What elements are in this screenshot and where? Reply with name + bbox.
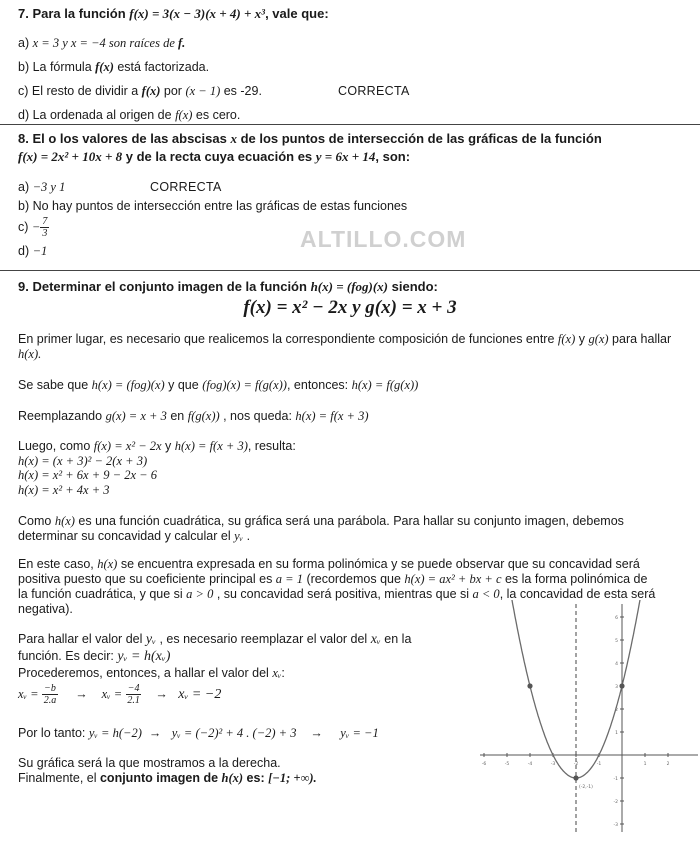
q7-option-b: b) La fórmula f(x) está factorizada.: [18, 60, 210, 74]
q7-option-d: d) La ordenada al origen de f(x) es cero.: [18, 108, 241, 122]
q7-correct-label: CORRECTA: [338, 84, 410, 98]
q8-fraction: $\frac{7}{3}$: [42, 216, 48, 239]
x-tick-label: -4: [527, 762, 533, 767]
watermark-logo: ALTILLO.COM: [300, 226, 467, 252]
y-tick-label: 4: [615, 662, 618, 667]
vertex-point: [573, 775, 578, 780]
q9-paragraph-7: Para hallar el valor del yᵥ , es necesario reemplazar el valor del xᵥ en la función. Es decir: yᵥ = h(xᵥ) Procederemos, entonces, a hallar el valor del xᵥ:: [18, 632, 412, 680]
q9-paragraph-2: Se sabe que h(x) = (fog)(x) y que (fog)(x) = f(g(x)), entonces: h(x) = f(g(x)): [18, 378, 419, 392]
parabola-point: [527, 683, 532, 688]
q7-title: 7. Para la función f(x) = 3(x − 3)(x + 4) + x³, vale que:: [18, 6, 329, 21]
q8-option-c: c) − $\frac{7}{3}$: [18, 216, 48, 239]
parabola-point: [619, 683, 624, 688]
q8-correct-label: CORRECTA: [150, 180, 222, 194]
q8-title-line2: f(x) = 2x² + 10x + 8 y de la recta cuya ecuación es y = 6x + 14, son:: [18, 149, 411, 164]
q8-option-a: a) −3 y 1: [18, 180, 66, 194]
q7-option-c: c) El resto de dividir a f(x) por (x − 1) es -29.: [18, 84, 262, 98]
q9-vertex-y-calc: Por lo tanto: yᵥ = h(−2) → yᵥ = (−2)² + 4 . (−2) + 3 → yᵥ = −1: [18, 726, 379, 740]
step-3: h(x) = x² + 4x + 3: [18, 482, 110, 497]
x-tick-label: -5: [504, 762, 510, 767]
y-tick-label: -3: [613, 823, 618, 828]
step-2: h(x) = x² + 6x + 9 − 2x − 6: [18, 468, 157, 482]
q9-title: 9. Determinar el conjunto imagen de la función h(x) = (fog)(x) siendo:: [18, 279, 438, 294]
step-1: h(x) = (x + 3)² − 2(x + 3): [18, 453, 148, 468]
q8-title-line1: 8. El o los valores de las abscisas x de los puntos de intersección de las gráficas de la función: [18, 131, 602, 146]
x-tick-label: -6: [481, 762, 487, 767]
x-tick-label: -1: [596, 762, 602, 767]
q9-conclusion: Su gráfica será la que mostramos a la derecha. Finalmente, el conjunto imagen de h(x) es: [−1; +∞).: [18, 756, 317, 785]
x-tick-label: 2: [666, 762, 670, 767]
fraction-b-2a: $\frac{-b}{2.a}$: [43, 683, 57, 706]
q9-paragraph-1: En primer lugar, es necesario que realicemos la correspondiente composición de funciones entre f(x) y g(x) para hallar h(x).: [18, 332, 672, 361]
y-tick-label: -2: [613, 800, 618, 805]
y-tick-label: 6: [615, 616, 618, 621]
y-tick-label: -1: [613, 777, 618, 782]
q9-paragraph-5: Como h(x) es una función cuadrática, su gráfica será una parábola. Para hallar su conjunto imagen, debemos determinar su concavidad y calcular el yᵥ .: [18, 514, 624, 543]
q8-option-b: b) No hay puntos de intersección entre las gráficas de estas funciones: [18, 199, 408, 213]
y-tick-label: 5: [615, 639, 618, 644]
parabola-graph: [478, 600, 700, 836]
q9-vertex-x-calc: xᵥ = $\frac{-b}{2.a}$ → xᵥ = $\frac{-4}{2.1}$ → xᵥ = −2: [18, 683, 222, 706]
y-tick-label: 3: [615, 685, 618, 690]
q7-option-a: a) x = 3 y x = −4 son raíces de f.: [18, 36, 186, 50]
x-tick-label: -3: [550, 762, 556, 767]
vertex-label: (-2,-1): [579, 785, 593, 790]
q9-paragraph-4: Luego, como f(x) = x² − 2x y h(x) = f(x + 3), resulta: h(x) = (x + 3)² − 2(x + 3) h(x) = x² + 6x + 9 − 2x − 6 h(x) = x² + 4x + 3: [18, 439, 296, 497]
y-tick-label: 1: [615, 731, 618, 736]
divider-1: [0, 124, 700, 125]
q9-definitions: f(x) = x² − 2x y g(x) = x + 3: [243, 297, 457, 318]
x-tick-label: 1: [643, 762, 647, 767]
q9-paragraph-6: En este caso, h(x) se encuentra expresada en su forma polinómica y se puede observar que su concavidad será positiva puesto que su coeficiente principal es a = 1 (recordemos que h(x) = ax² + bx + c es la forma polinómica de la función cuadrática, y que si a > 0 , su concavidad será positiva, mientras que si a < 0, la concavidad de esta será negativa).: [18, 557, 656, 616]
fraction-4-2: $\frac{-4}{2.1}$: [127, 683, 140, 706]
x-tick-label: -2: [573, 762, 579, 767]
q9-paragraph-3: Reemplazando g(x) = x + 3 en f(g(x)) , nos queda: h(x) = f(x + 3): [18, 409, 369, 423]
divider-2: [0, 270, 700, 271]
y-tick-label: 2: [615, 708, 618, 713]
q8-option-d: d) −1: [18, 244, 48, 258]
